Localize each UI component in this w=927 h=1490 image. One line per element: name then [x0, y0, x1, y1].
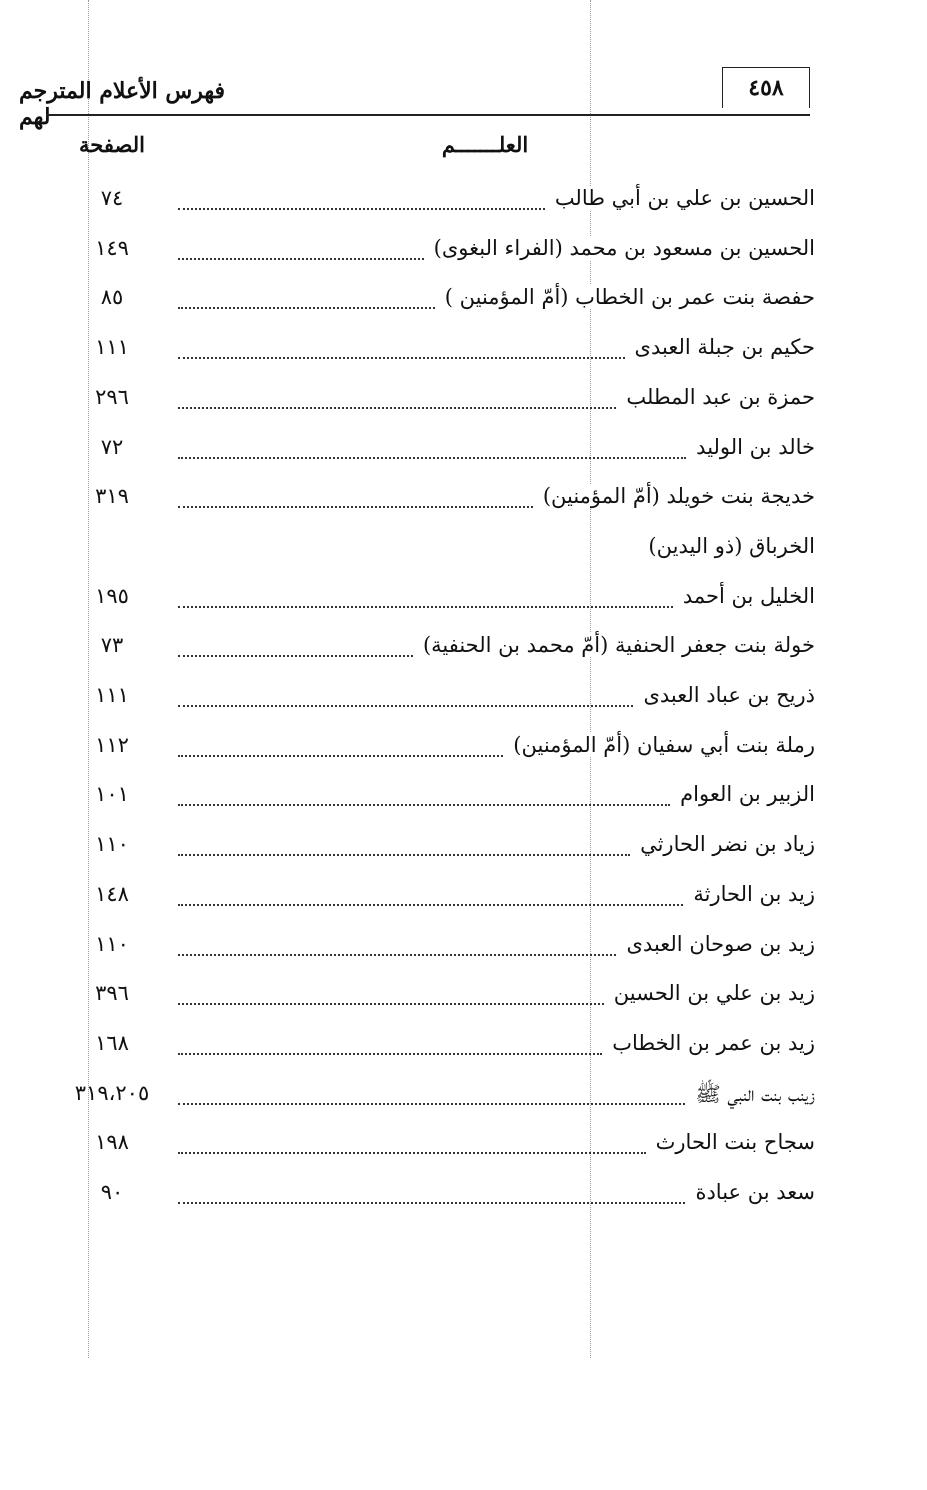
index-entry [0, 578, 927, 626]
index-entry [0, 627, 927, 675]
dot-leader [178, 1053, 602, 1055]
entry-name: خالد بن الوليد [692, 435, 815, 459]
index-entry [0, 826, 927, 874]
dot-leader [178, 1103, 685, 1105]
entry-name: ذريح بن عباد العبدى [639, 683, 815, 707]
entry-name: رملة بنت أبي سفيان (أمّ المؤمنين) [509, 733, 815, 757]
entry-page: ١٤٨ [95, 881, 129, 906]
entry-page: ٧٢ [100, 434, 124, 459]
entry-page: ١١١ [95, 335, 129, 360]
index-entry [0, 230, 927, 278]
dot-leader [178, 655, 413, 657]
entry-name: زيد بن صوحان العبدى [622, 932, 815, 956]
entry-name: سعد بن عبادة [691, 1180, 815, 1204]
entry-page: ٧٤ [100, 186, 124, 210]
entry-page: ١١١ [95, 683, 129, 707]
index-entry [0, 329, 927, 377]
index-entry [0, 279, 927, 327]
header-rule [46, 114, 810, 116]
entry-page: ١١٢ [95, 732, 129, 757]
entry-name: سجاح بنت الحارث [652, 1130, 815, 1154]
entry-name: زيد بن علي بن الحسين [610, 981, 815, 1005]
column-header-name: العلـــــــم [441, 132, 529, 157]
entry-page: ٢٩٦ [95, 384, 129, 409]
dot-leader [178, 407, 616, 409]
dot-leader [178, 357, 625, 359]
entry-name: الزبير بن العوام [676, 782, 815, 806]
dot-leader [178, 1003, 604, 1005]
entry-page: ١٦٨ [95, 1030, 129, 1055]
entry-name: حكيم بن جبلة العبدى [631, 335, 815, 359]
entry-name: زيد بن عمر بن الخطاب [608, 1031, 815, 1055]
index-entry [0, 727, 927, 775]
dot-leader [178, 755, 503, 757]
entry-name: زينب بنت النبي ﷺ [691, 1081, 815, 1112]
dot-leader [178, 1152, 646, 1154]
dot-leader [178, 954, 616, 956]
entry-name: الحسين بن مسعود بن محمد (الفراء البغوى) [430, 236, 815, 260]
entry-page: ٧٣ [100, 633, 124, 658]
dot-leader [178, 854, 630, 856]
index-entry [0, 180, 927, 228]
entry-name: الحسين بن علي بن أبي طالب [551, 186, 815, 210]
index-entry [0, 1174, 927, 1222]
entry-page: ٩٠ [100, 1180, 124, 1204]
entry-page: ٣١٩،٢٠٥ [74, 1080, 150, 1105]
page-number-box: ٤٥٨ [722, 67, 810, 108]
index-entry [0, 677, 927, 725]
entry-name: حمزة بن عبد المطلب [622, 385, 815, 409]
dot-leader [178, 904, 683, 906]
index-entry [0, 528, 927, 576]
index-entry [0, 926, 927, 974]
entry-page: ٣١٩ [95, 484, 129, 509]
entry-page: ١٤٩ [95, 235, 129, 260]
dot-leader [178, 1202, 685, 1204]
entry-page: ١٩٨ [95, 1130, 129, 1155]
entry-name: زيد بن الحارثة [689, 882, 815, 906]
entry-page: ١١٠ [95, 931, 129, 956]
dot-leader [178, 506, 533, 508]
index-entry [0, 379, 927, 427]
entry-name: زياد بن نضر الحارثي [636, 832, 815, 856]
entry-name: الخرباق (ذو اليدين) [644, 534, 815, 558]
dot-leader [178, 606, 673, 608]
entry-name: خديجة بنت خويلد (أمّ المؤمنين) [539, 484, 815, 508]
index-entry [0, 776, 927, 824]
entry-page: ٨٥ [100, 285, 124, 310]
entry-name: حفصة بنت عمر بن الخطاب (أمّ المؤمنين ) [441, 285, 815, 309]
column-header-page: الصفحة [79, 132, 145, 157]
entry-name: الخليل بن أحمد [679, 584, 815, 608]
index-entry [0, 1075, 927, 1123]
index-entry [0, 975, 927, 1023]
index-entry [0, 876, 927, 924]
index-entry [0, 478, 927, 526]
dot-leader [178, 208, 545, 210]
running-header-title: فهرس الأعلام المترجم لهم [19, 78, 226, 130]
entry-page: ٣٩٦ [95, 981, 129, 1006]
index-entry [0, 429, 927, 477]
index-entry [0, 1025, 927, 1073]
dot-leader [178, 804, 670, 806]
index-entry [0, 1124, 927, 1172]
entry-page: ١٩٥ [95, 583, 129, 608]
dot-leader [178, 457, 686, 459]
dot-leader [178, 307, 435, 309]
dot-leader [178, 258, 424, 260]
dot-leader [178, 705, 633, 707]
entry-page: ١٠١ [95, 782, 129, 807]
entry-page: ١١٠ [95, 832, 129, 857]
entry-name: خولة بنت جعفر الحنفية (أمّ محمد بن الحنفية) [419, 633, 815, 657]
